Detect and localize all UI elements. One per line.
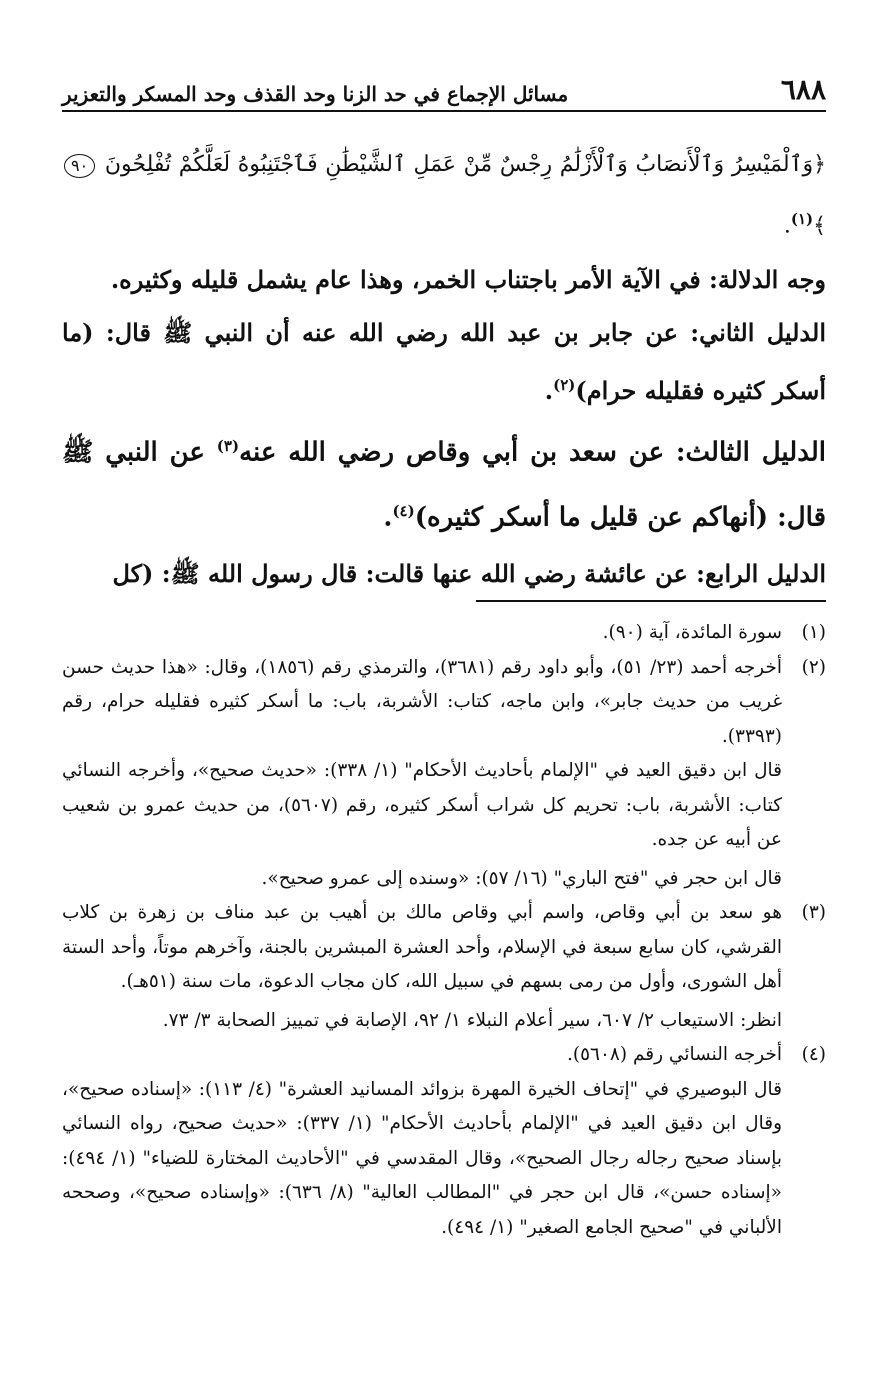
footnote-4-continuation <box>62 1073 826 1246</box>
dalil-2-paragraph: الدليل الثاني: عن جابر بن عبد الله رضي الله عنه أن النبي ﷺ قال: (ما أسكر كثيره فقليله حرام)$^{(٢)}$. <box>62 318 826 406</box>
ayah-number-marker: ٩٠ <box>64 154 95 178</box>
footnote-text: قال البوصيري في "إتحاف الخيرة المهرة بزوائد المسانيد العشرة" (٤/ ١١٣): «إسناده صحيح»، وقال ابن دقيق العيد في "الإلمام بأحاديث الأحكام" (١/ ٣٣٧): «حديث صحيح، رواه النسائي بإسناد صحيح رجاله رجال الصحيح»، وقال المقدسي في "الأحاديث المختارة للضياء" (١/ ٤٩٤): «إسناده حسن»، قال ابن حجر في "المطالب العالية" (٨/ ٦٣٦): «وإسناده صحيح»، وصححه الألباني في "صحيح الجامع الصغير" (١/ ٤٩٤). <box>62 1078 782 1238</box>
dalil-3-paragraph: الدليل الثالث: عن سعد بن أبي وقاص رضي الله عنه$^{(٣)}$ عن النبي ﷺ قال: (أنهاكم عن قليل ما أسكر كثيره)$^{(٤)}$. <box>62 437 826 533</box>
footnote-text: انظر: الاستيعاب ٢/ ٦٠٧، سير أعلام النبلاء ١/ ٩٢، الإصابة في تمييز الصحابة ٣/ ٧٣. <box>162 1009 782 1031</box>
page <box>62 62 826 1362</box>
page-header <box>62 62 826 112</box>
running-title: مسائل الإجماع في حد الزنا وحد القذف وحد المسكر والتعزير <box>62 82 569 106</box>
page-number: ٦٨٨ <box>780 73 826 106</box>
quran-verse: ﴿وَٱلْمَيْسِرُ وَٱلْأَنصَابُ وَٱلْأَزْلَٰمُ رِجْسٌ مِّنْ عَمَلِ ٱلشَّيْطَٰنِ فَٱجْتَنِبُوهُ لَعَلَّكُمْ تُفْلِحُونَ ٩٠﴾$^{(١)}$. <box>62 138 826 253</box>
footnote-4 <box>62 1038 826 1073</box>
footnote-text: قال ابن دقيق العيد في "الإلمام بأحاديث الأحكام" (١/ ٣٣٨): «حديث صحيح»، وأخرجه النسائي كتاب: الأشربة، باب: تحريم كل شراب أسكر كثيره، رقم (٥٦٠٧)، من حديث عمرو بن شعيب عن أبيه عن جده. <box>62 760 782 850</box>
footnote-number: (٣) <box>801 902 826 923</box>
footnote-text: قال ابن حجر في "فتح الباري" (١٦/ ٥٧): «وسنده إلى عمرو صحيح». <box>261 867 782 889</box>
footnote-ref-3: (٣) <box>216 437 240 456</box>
dalil-2-text: الدليل الثاني: عن جابر بن عبد الله رضي الله عنه أن النبي ﷺ قال: (ما أسكر كثيره فقليله حرام) <box>62 318 826 406</box>
footnote-text: سورة المائدة، آية (٩٠). <box>602 622 782 643</box>
footnotes <box>62 616 826 1245</box>
footnote-number: (١) <box>801 622 826 643</box>
footnote-3 <box>62 896 826 1038</box>
footnote-ref-2: (٢) <box>553 376 576 395</box>
dalil-4-paragraph: الدليل الرابع: عن عائشة رضي الله عنها قالت: قال رسول الله ﷺ: (كل <box>112 558 826 588</box>
footnote-divider <box>476 600 826 602</box>
verse-text: وَٱلْمَيْسِرُ وَٱلْأَنصَابُ وَٱلْأَزْلَٰمُ رِجْسٌ مِّنْ عَمَلِ ٱلشَّيْطَٰنِ فَٱجْتَنِبُوهُ لَعَلَّكُمْ تُفْلِحُونَ <box>104 152 814 177</box>
footnote-ref-1: (١) <box>790 210 814 228</box>
dalil-3-text-a: الدليل الثالث: عن سعد بن أبي وقاص رضي الله عنه <box>239 437 826 468</box>
footnote-text: هو سعد بن أبي وقاص، واسم أبي وقاص مالك بن أهيب بن عبد مناف بن زهرة بن كلاب القرشي، كان سابع سبعة في الإسلام، وأحد العشرة المبشرين بالجنة، وآخرهم موتاً، وأحد الستة أهل الشورى، وأول من رمى بسهم في سبيل الله، كان مجاب الدعوة، مات سنة (٥١هـ). <box>62 902 782 992</box>
footnote-2-continuation <box>62 754 826 896</box>
footnote-text: أخرجه أحمد (٢٣/ ٥١)، وأبو داود رقم (٣٦٨١)، والترمذي رقم (١٨٥٦)، وقال: «هذا حديث حسن غريب من حديث جابر»، وابن ماجه، كتاب: الأشربة، باب: ما أسكر كثيره فقليله حرام، رقم (٣٣٩٣). <box>62 656 782 747</box>
footnote-number: (٤) <box>801 1044 826 1065</box>
dalil-3-text-b: عن النبي ﷺ قال: (أنهاكم عن قليل ما أسكر كثيره) <box>62 437 826 533</box>
footnote-2 <box>62 651 826 755</box>
footnote-number: (٢) <box>801 656 826 678</box>
footnote-1 <box>62 616 826 651</box>
wajh-dalala-paragraph: وجه الدلالة: في الآية الأمر باجتناب الخمر، وهذا عام يشمل قليله وكثيره. <box>110 265 826 295</box>
main-text <box>62 138 826 600</box>
footnote-text: أخرجه النسائي رقم (٥٦٠٨). <box>566 1044 782 1065</box>
footnote-ref-4: (٤) <box>392 501 415 520</box>
